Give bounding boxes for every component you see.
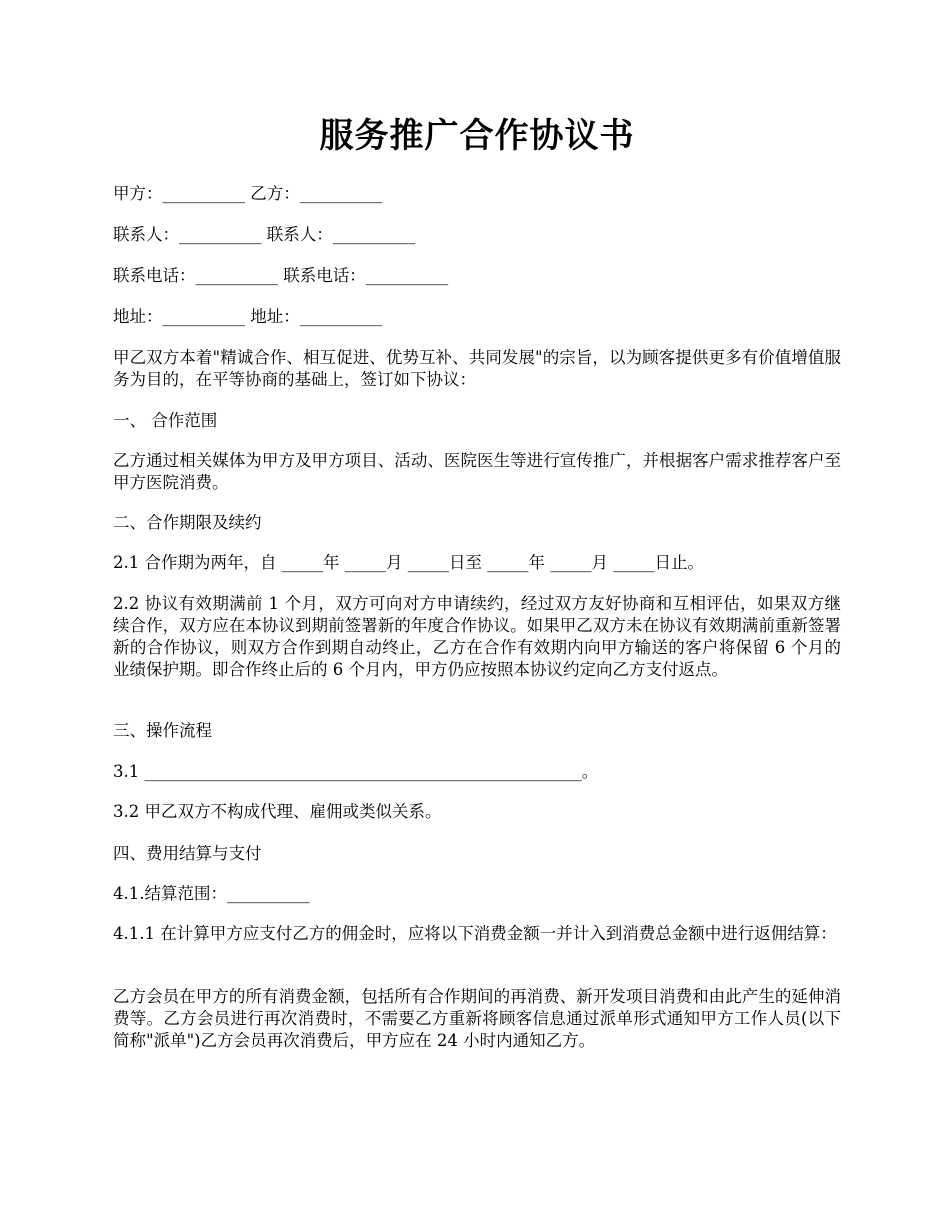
member-consumption-paragraph: 乙方会员在甲方的所有消费金额，包括所有合作期间的再消费、新开发项目消费和由此产生的延伸消费等。乙方会员进行再次消费时，不需要乙方重新将顾客信息通过派单形式通知甲方工作人员(以下简称"派单")乙方会员再次消费后，甲方应在 24 小时内通知乙方。 xyxy=(113,987,841,1050)
preamble-paragraph: 甲乙双方本着"精诚合作、相互促进、优势互补、共同发展"的宗旨，以为顾客提供更多有价值增值服务为目的，在平等协商的基础上，签订如下协议： xyxy=(113,348,841,389)
section-heading-4: 四、费用结算与支付 xyxy=(113,844,262,863)
section-heading-1: 一、 合作范围 xyxy=(113,411,218,430)
address-line: 地址：__________ 地址：__________ xyxy=(113,307,383,326)
clause-4-1: 4.1.结算范围：__________ xyxy=(113,884,310,903)
section-heading-2: 二、合作期限及续约 xyxy=(113,513,262,532)
section-1-paragraph: 乙方通过相关媒体为甲方及甲方项目、活动、医院医生等进行宣传推广，并根据客户需求推荐客户至甲方医院消费。 xyxy=(113,451,841,492)
clause-3-2: 3.2 甲乙双方不构成代理、雇佣或类似关系。 xyxy=(113,802,442,821)
section-heading-3: 三、操作流程 xyxy=(113,721,212,740)
clause-3-1: 3.1 _____________________________________________________。 xyxy=(113,762,599,781)
clause-2-2: 2.2 协议有效期满前 1 个月，双方可向对方申请续约，经过双方友好协商和互相评估，如果双方继续合作，双方应在本协议到期前签署新的年度合作协议。如果甲乙双方未在协议有效期满前重新签署新的合作协议，则双方合作到期自动终止，乙方在合作有效期内向甲方输送的客户将保留 6 个月的业绩保护期。即合作终止后的 6 个月内，甲方仍应按照本协议约定向乙方支付返点。 xyxy=(113,594,841,679)
clause-4-1-1: 4.1.1 在计算甲方应支付乙方的佣金时，应将以下消费金额一并计入到消费总金额中进行返佣结算： xyxy=(113,924,837,943)
contact-person-line: 联系人：__________ 联系人：__________ xyxy=(113,225,416,244)
clause-2-1: 2.1 合作期为两年，自 _____年 _____月 _____日至 _____年 _____月 _____日止。 xyxy=(113,553,704,572)
document-title: 服务推广合作协议书 xyxy=(319,116,635,156)
party-names-line: 甲方：__________ 乙方：__________ xyxy=(113,184,383,203)
contact-phone-line: 联系电话：__________ 联系电话：__________ xyxy=(113,266,449,285)
